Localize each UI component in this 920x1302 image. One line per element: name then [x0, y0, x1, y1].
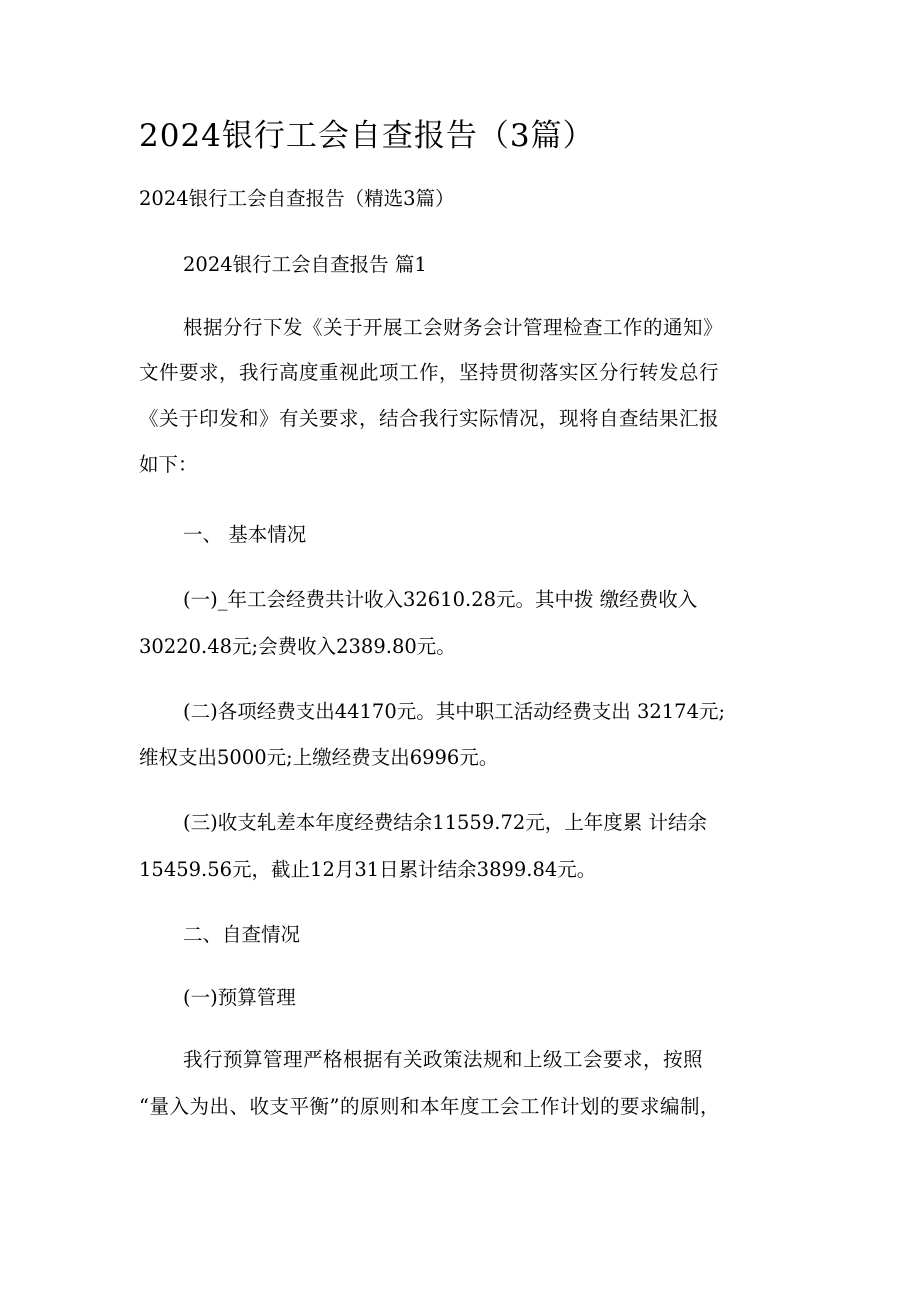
document-subtitle: 2024银行工会自查报告（精选3篇）: [139, 187, 455, 210]
basic-info-heading: 一、 基本情况: [183, 523, 307, 546]
paragraph-line: “量入为出、收支平衡”的原则和本年度工会工作计划的要求编制，: [139, 1095, 720, 1118]
paragraph-line: 如下：: [139, 453, 198, 476]
budget-heading: (一)预算管理: [183, 986, 296, 1009]
self-check-heading: 二、自查情况: [183, 923, 301, 946]
paragraph-line: 文件要求，我行高度重视此项工作，坚持贯彻落实区分行转发总行: [139, 361, 720, 384]
paragraph-line: 15459.56元，截止12月31日累计结余3899.84元。: [139, 858, 597, 881]
paragraph-line: (二)各项经费支出44170元。其中职工活动经费支出 32174元;: [183, 700, 726, 723]
paragraph-line: 30220.48元;会费收入2389.80元。: [139, 635, 456, 658]
paragraph-line: 我行预算管理严格根据有关政策法规和上级工会要求，按照: [183, 1048, 704, 1071]
document-title: 2024银行工会自查报告（3篇）: [139, 118, 595, 154]
paragraph-line: (一)_年工会经费共计收入32610.28元。其中拨 缴经费收入: [183, 588, 698, 611]
paragraph-line: (三)收支轧差本年度经费结余11559.72元，上年度累 计结余: [183, 811, 707, 834]
paragraph-line: 根据分行下发《关于开展工会财务会计管理检查工作的通知》: [183, 316, 724, 339]
paragraph-line: 《关于印发和》有关要求，结合我行实际情况，现将自查结果汇报: [139, 407, 720, 430]
section-heading: 2024银行工会自查报告 篇1: [183, 253, 427, 276]
paragraph-line: 维权支出5000元;上缴经费支出6996元。: [139, 746, 499, 769]
